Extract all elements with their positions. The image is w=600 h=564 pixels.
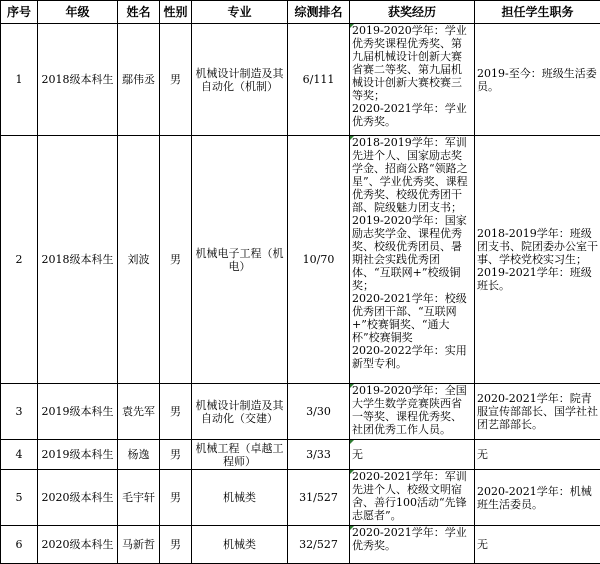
cell-grade: 2020级本科生 [38,526,118,564]
table-row [1,526,600,564]
cell-name: 杨逸 [118,440,160,470]
header-grade: 年级 [38,1,118,24]
cell-index: 3 [1,384,38,440]
table-row [1,470,600,526]
cell-awards: 无 [350,440,475,470]
cell-ranking: 32/527 [288,526,350,564]
header-name: 姓名 [118,1,160,24]
cell-ranking: 10/70 [288,136,350,384]
header-ranking: 综测排名 [288,1,350,24]
cell-duties: 2020-2021学年：机械班生活委员。 [475,470,600,526]
cell-awards: 2020-2021学年：军训先进个人、校级文明宿舍、善行100活动“先锋志愿者”。 [350,470,475,526]
cell-grade: 2019级本科生 [38,384,118,440]
cell-grade: 2018级本科生 [38,24,118,136]
header-duties: 担任学生职务 [475,1,600,24]
cell-major: 机械电子工程（机电） [192,136,288,384]
cell-index: 2 [1,136,38,384]
cell-awards: 2020-2021学年：学业优秀奖。 [350,526,475,564]
table-row [1,136,600,384]
cell-index: 4 [1,440,38,470]
cell-ranking: 31/527 [288,470,350,526]
cell-major: 机械设计制造及其自动化（机制） [192,24,288,136]
cell-name: 鄢伟丞 [118,24,160,136]
cell-duties: 无 [475,440,600,470]
header-index: 序号 [1,1,38,24]
cell-grade: 2018级本科生 [38,136,118,384]
cell-ranking: 6/111 [288,24,350,136]
cell-gender: 男 [160,440,192,470]
cell-index: 5 [1,470,38,526]
cell-name: 毛宇轩 [118,470,160,526]
header-awards: 获奖经历 [350,1,475,24]
cell-gender: 男 [160,24,192,136]
cell-gender: 男 [160,470,192,526]
cell-major: 机械设计制造及其自动化（交建） [192,384,288,440]
cell-awards: 2019-2020学年：学业优秀奖课程优秀奖、第九届机械设计创新大赛省赛二等奖、第九届机械设计创新大赛校赛三等奖； 2020-2021学年：学业优秀奖。 [350,24,475,136]
header-row [1,1,600,24]
cell-gender: 男 [160,384,192,440]
cell-major: 机械类 [192,526,288,564]
cell-duties: 2020-2021学年：院青服宣传部部长、国学社社团艺部部长。 [475,384,600,440]
cell-duties: 2019-至今：班级生活委员。 [475,24,600,136]
cell-major: 机械类 [192,470,288,526]
cell-gender: 男 [160,526,192,564]
cell-grade: 2020级本科生 [38,470,118,526]
cell-ranking: 3/30 [288,384,350,440]
cell-awards: 2019-2020学年：全国大学生数学竞赛陕西省一等奖、课程优秀奖、社团优秀工作人员。 [350,384,475,440]
table-row [1,440,600,470]
cell-name: 马新哲 [118,526,160,564]
table-row [1,24,600,136]
cell-name: 袁先军 [118,384,160,440]
cell-index: 1 [1,24,38,136]
table-row [1,384,600,440]
header-major: 专业 [192,1,288,24]
cell-gender: 男 [160,136,192,384]
cell-duties: 无 [475,526,600,564]
cell-index: 6 [1,526,38,564]
cell-ranking: 3/33 [288,440,350,470]
cell-awards: 2018-2019学年：军训先进个人、国家励志奖学金、招商公路“领路之星”、学业优秀奖、课程优秀奖、校级优秀团干部、院级魅力团支书； 2019-2020学年：国家励志奖学金、课程优秀奖、校级优秀团员、暑期社会实践优秀团体、“互联网+”校级铜奖； 2020-2021学年：校级优秀团干部、“互联网+”校赛铜奖、“通大杯”校赛铜奖 2020-2022学年：实用新型专利。 [350,136,475,384]
header-gender: 性别 [160,1,192,24]
cell-duties: 2018-2019学年：班级团支书、院团委办公室干事、学校党校实习生； 2019-2021学年：班级班长。 [475,136,600,384]
cell-major: 机械工程（卓越工程师） [192,440,288,470]
cell-name: 刘波 [118,136,160,384]
cell-grade: 2019级本科生 [38,440,118,470]
